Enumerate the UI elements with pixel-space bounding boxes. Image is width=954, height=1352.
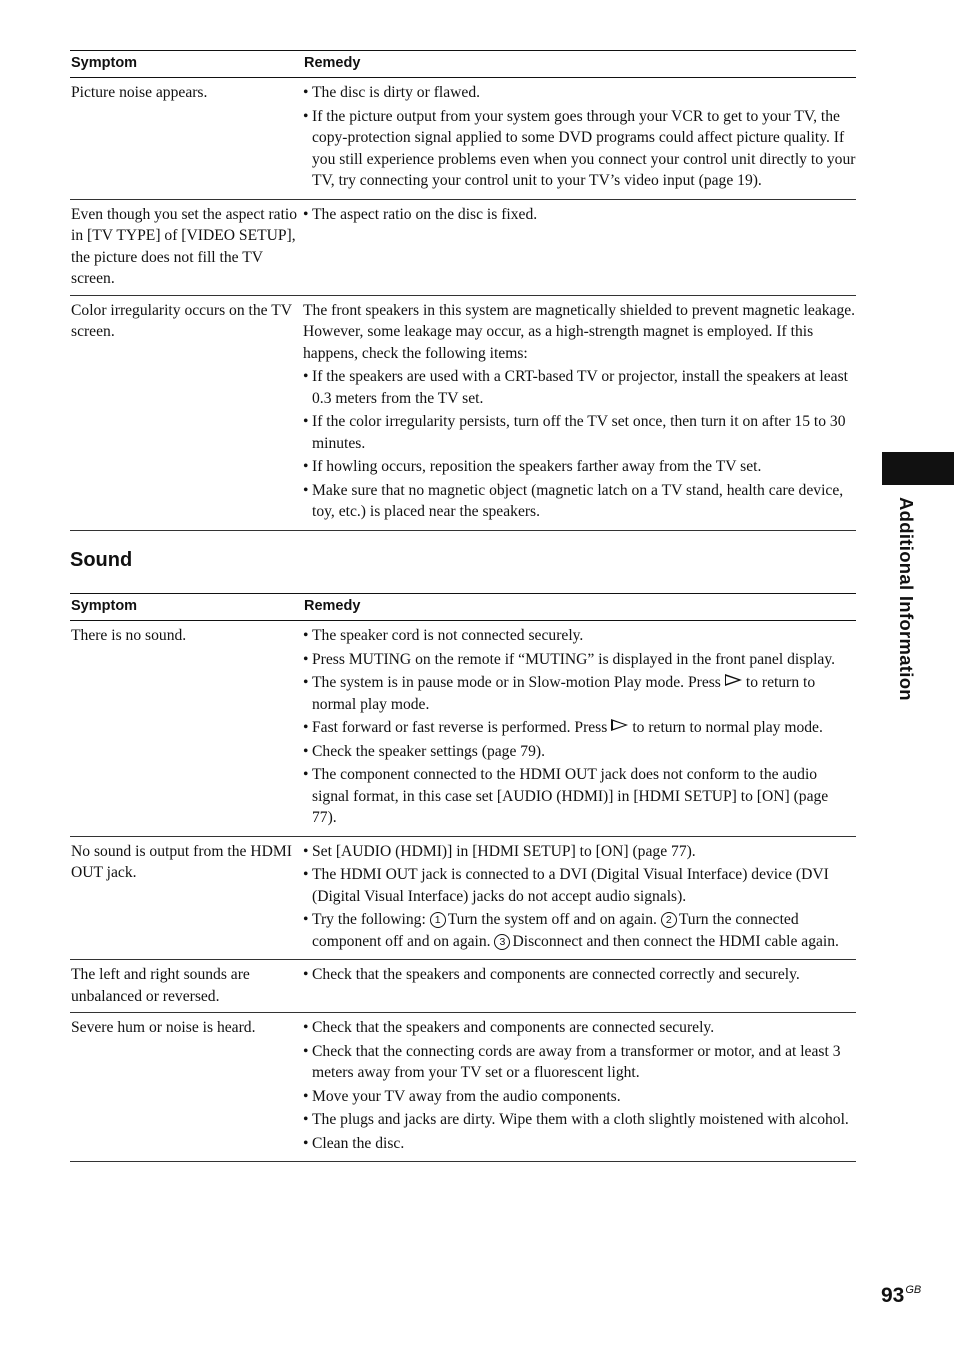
symptom-column-header: Symptom (70, 594, 303, 621)
step-text: Disconnect and then connect the HDMI cable again. (512, 932, 839, 950)
step-text: Turn the system off and on again. (447, 911, 657, 928)
symptom-cell: No sound is output from the HDMI OUT jack. (70, 836, 303, 960)
remedy-bullet: • Press MUTING on the remote if “MUTING” is displayed in the front panel display. (303, 649, 856, 671)
table-row (70, 295, 856, 530)
symptom-column-header: Symptom (70, 51, 303, 78)
remedy-bullet (303, 909, 856, 952)
symptom-cell: Severe hum or noise is heard. (70, 1013, 303, 1162)
sound-troubleshooting-table (70, 593, 856, 1162)
remedy-cell (303, 199, 856, 295)
section-tab-marker (882, 452, 954, 485)
table-header-row (70, 594, 856, 621)
page-number-value: 93 (881, 1284, 905, 1307)
table-row (70, 960, 856, 1013)
remedy-text: Try the following: (312, 911, 426, 928)
play-icon (725, 674, 742, 686)
remedy-bullet: • Check that the connecting cords are away from a transformer or motor, and at least 3 meters away from your TV set or a fluorescent light. (303, 1041, 856, 1084)
symptom-cell: There is no sound. (70, 621, 303, 837)
table-row (70, 1013, 856, 1162)
picture-troubleshooting-table (70, 50, 856, 531)
remedy-cell (303, 1013, 856, 1162)
remedy-bullet (303, 717, 856, 739)
play-icon (611, 719, 628, 731)
remedy-bullet: • If howling occurs, reposition the speakers farther away from the TV set. (303, 456, 856, 478)
symptom-cell: Color irregularity occurs on the TV screen. (70, 295, 303, 530)
remedy-text: to return to normal play mode. (312, 674, 816, 713)
remedy-bullet: • Check that the speakers and components are connected securely. (303, 1017, 856, 1039)
remedy-bullet: • Check the speaker settings (page 79). (303, 741, 856, 763)
page-number (881, 1284, 921, 1308)
remedy-bullet: • If the picture output from your system goes through your VCR to get to your TV, the copy-protection signal applied to some DVD programs could affect picture quality. If you still experience problems even when you connect your control unit directly to your TV, try connecting your control unit to your TV’s video input (page 19). (303, 106, 856, 192)
step-2-icon: 2 (661, 912, 677, 928)
remedy-intro: The front speakers in this system are magnetically shielded to prevent magnetic leakage. However, some leakage may occur, as a high-strength magnet is employed. If this happens, check the following items: (303, 301, 856, 362)
remedy-cell (303, 621, 856, 837)
table-row (70, 836, 856, 960)
remedy-bullet: • If the speakers are used with a CRT-based TV or projector, install the speakers at least 0.3 meters from the TV set. (303, 366, 856, 409)
symptom-cell: Even though you set the aspect ratio in [TV TYPE] of [VIDEO SETUP], the picture does not fill the TV screen. (70, 199, 303, 295)
remedy-cell (303, 295, 856, 530)
remedy-cell (303, 836, 856, 960)
remedy-text: Fast forward or fast reverse is performed. Press (312, 719, 608, 736)
remedy-bullet: • Move your TV away from the audio components. (303, 1086, 856, 1108)
table-row (70, 621, 856, 837)
remedy-bullet: • Check that the speakers and components are connected correctly and securely. (303, 964, 856, 986)
remedy-cell (303, 960, 856, 1013)
remedy-bullet: • The HDMI OUT jack is connected to a DVI (Digital Visual Interface) device (DVI (Digital Visual Interface) jacks do not accept audio signals). (303, 864, 856, 907)
remedy-column-header: Remedy (303, 51, 856, 78)
remedy-bullet: • The plugs and jacks are dirty. Wipe them with a cloth slightly moistened with alcohol. (303, 1109, 856, 1131)
table-row (70, 199, 856, 295)
step-3-icon: 3 (494, 934, 510, 950)
side-section-label: Additional Information (896, 497, 917, 701)
remedy-bullet: • Make sure that no magnetic object (magnetic latch on a TV stand, health care device, toy, etc.) is placed near the speakers. (303, 480, 856, 523)
remedy-column-header: Remedy (303, 594, 856, 621)
remedy-bullet: • The disc is dirty or flawed. (303, 82, 856, 104)
remedy-bullet: • Set [AUDIO (HDMI)] in [HDMI SETUP] to [ON] (page 77). (303, 841, 856, 863)
remedy-bullet: • The speaker cord is not connected securely. (303, 625, 856, 647)
symptom-cell: The left and right sounds are unbalanced or reversed. (70, 960, 303, 1013)
symptom-cell: Picture noise appears. (70, 78, 303, 200)
remedy-bullet: • If the color irregularity persists, turn off the TV set once, then turn it on after 15 to 30 minutes. (303, 411, 856, 454)
section-heading-sound: Sound (70, 549, 133, 571)
remedy-bullet (303, 672, 856, 715)
step-1-icon: 1 (430, 912, 446, 928)
page-number-suffix: GB (905, 1284, 922, 1296)
remedy-text: The system is in pause mode or in Slow-motion Play mode. Press (312, 674, 721, 691)
remedy-bullet: • The component connected to the HDMI OUT jack does not conform to the audio signal format, in this case set [AUDIO (HDMI)] in [HDMI SETUP] to [ON] (page 77). (303, 764, 856, 829)
step-text: Turn the connected component off and on again. (312, 911, 799, 950)
remedy-bullet: • The aspect ratio on the disc is fixed. (303, 204, 856, 226)
remedy-cell (303, 78, 856, 200)
remedy-text: to return to normal play mode. (632, 719, 823, 736)
table-row (70, 78, 856, 200)
remedy-bullet: • Clean the disc. (303, 1133, 856, 1155)
table-header-row (70, 51, 856, 78)
